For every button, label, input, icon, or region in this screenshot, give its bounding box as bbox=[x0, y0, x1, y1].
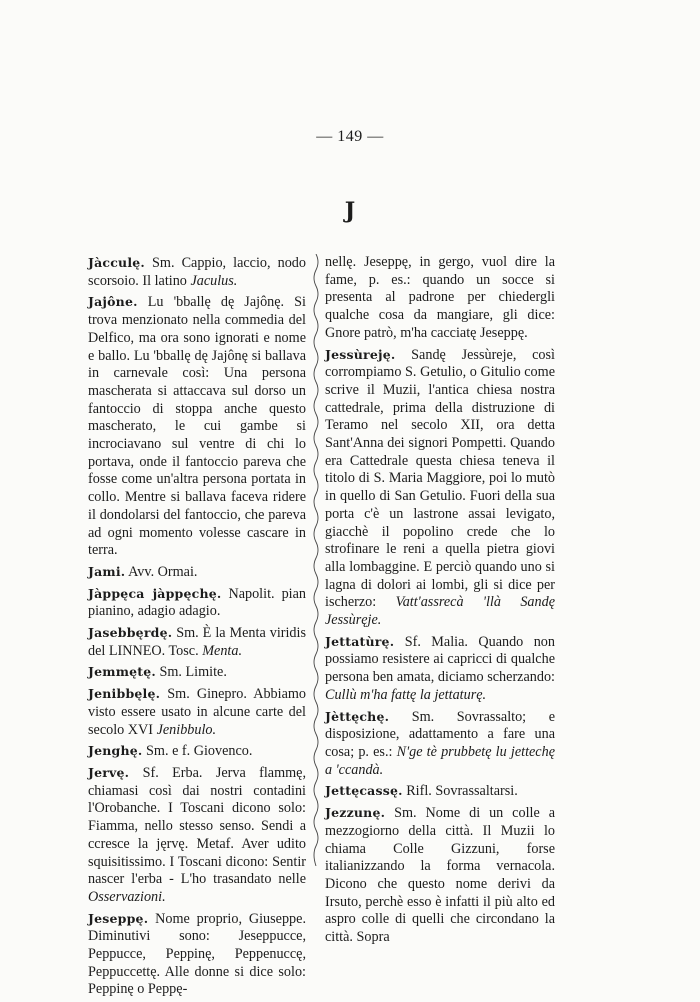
entry-italic: Cullù m'ha fattę la jettaturę. bbox=[325, 686, 487, 703]
entry-body: Sf. Malia. Quando non possiamo resistere ai capricci di qualche persona ben amata, diciamo scherzando: bbox=[325, 633, 555, 686]
section-letter: J bbox=[344, 198, 356, 224]
entry-body: Sm. È la Menta viridis del LINNEO. Tosc. bbox=[88, 625, 306, 659]
entry-headword: Jèttęchę. bbox=[325, 708, 390, 724]
entry-body: Rifl. Sovrassaltarsi. bbox=[402, 783, 518, 800]
dictionary-entry bbox=[88, 585, 306, 621]
dictionary-entry bbox=[88, 624, 306, 660]
left-column bbox=[88, 254, 306, 1002]
entry-headword: Jajône. bbox=[88, 294, 138, 310]
entry-headword: Jessùreję. bbox=[325, 346, 396, 362]
entry-body: Sm. Ginepro. Abbiamo visto essere usato in alcune carte del secolo XVI bbox=[88, 686, 306, 738]
entry-body: Sm. e f. Giovenco. bbox=[142, 743, 253, 760]
dictionary-entry bbox=[88, 764, 306, 907]
entry-italic: Menta. bbox=[202, 642, 242, 659]
entry-headword: Jettatùrę. bbox=[325, 633, 395, 649]
dictionary-entry bbox=[325, 708, 555, 780]
entry-body: nellę. Jeseppę, in gergo, vuol dire la fame, p. es.: quando un socce si presenta al padrone per chiedergli qualche cosa da mangiare, gli dice: Gnore patrò, m'ha cacciatę Jeseppę. bbox=[325, 254, 555, 341]
column-divider bbox=[311, 254, 321, 866]
entry-italic: Vatt'assrecà 'llà Sandę Jessùręje. bbox=[325, 594, 555, 629]
dictionary-entry bbox=[88, 685, 306, 739]
entry-body: Sm. Cappio, laccio, nodo scorsoio. Il latino bbox=[88, 255, 306, 289]
entry-body: Avv. Ormai. bbox=[125, 563, 198, 580]
dictionary-entry bbox=[88, 910, 306, 1000]
entry-body: Napolit. pian pianino, adagio adagio. bbox=[88, 585, 306, 620]
dictionary-entry bbox=[88, 293, 306, 560]
entry-body: Nome proprio, Giuseppe. Diminutivi sono: Jeseppucce, Peppucce, Peppinę, Peppenuccę, Peppuccettę. Alle donne si dice solo: Peppinę o Peppę- bbox=[88, 910, 306, 998]
entry-headword: Jeseppę. bbox=[88, 910, 149, 926]
dictionary-entry bbox=[88, 742, 306, 761]
entry-headword: Jàcculę. bbox=[88, 255, 145, 270]
page-number: — 149 — bbox=[316, 128, 384, 145]
dictionary-entry bbox=[325, 346, 555, 630]
entry-body: Sm. Limite. bbox=[155, 664, 227, 681]
entry-headword: Jervę. bbox=[88, 764, 130, 780]
entry-body: Sm. Nome di un colle a mezzogiorno della città. Il Muzii lo chiama Colle Gizzuni, forse italianizzando la forma vernacola. Dicono che questo nome derivi da Irsuto, perchè esso è infatti il più alto ed aspro colle di quelli che circondano la città. Sopra bbox=[325, 805, 555, 946]
entry-italic: Jaculus. bbox=[190, 272, 238, 289]
dictionary-entry bbox=[325, 633, 555, 705]
entry-body: Sf. Erba. Jerva flammę, chiamasi così dai nostri contadini l'Orobanche. I Toscani dicono solo: Fiamma, nello stesso senso. Sendi a ccresce la jęrvę. Metaf. Aver udito squisitissimo. I Toscani dicono: Sentir nascer l'erba - L'ho trasandato nelle bbox=[88, 764, 306, 888]
dictionary-entry bbox=[325, 782, 555, 801]
entry-headword: Jàppęca jàppęchę. bbox=[88, 585, 222, 601]
entry-body: Lu 'bballę dę Jajônę. Si trova menzionato nella commedia del Delfico, ma ora sono ignorati e nome e ballo. Lu 'bballę dę Jajônę si ballava in carnevale così: Una persona mascherata si attaccava sul dorso un fantoccio di stoppa anche questo mascherato, le cui gambe si incrociavano sul ventre di chi lo portava, onde il fantoccio pareva che fosse come un'altra persona portata in collo. Mentre si ballava faceva ridere il dondolarsi del fantoccio, che pareva ad ogni momento volesse cascare in terra. bbox=[88, 294, 306, 559]
entry-italic: Jenibbulo. bbox=[156, 721, 217, 738]
dictionary-entry bbox=[88, 563, 306, 582]
entry-headword: Jettęcassę. bbox=[325, 783, 403, 799]
entry-italic: Osservazioni. bbox=[88, 888, 166, 905]
entry-headword: Jasebbęrdę. bbox=[88, 625, 173, 641]
dictionary-entry bbox=[88, 254, 306, 290]
right-column bbox=[325, 254, 555, 950]
entry-headword: Jezzunę. bbox=[325, 805, 386, 821]
entry-headword: Jami. bbox=[88, 563, 126, 579]
entry-headword: Jenibbęlę. bbox=[88, 686, 161, 702]
entry-italic: N'ge tè prubbetę lu jettechę a 'ccandà. bbox=[325, 743, 555, 778]
dictionary-entry bbox=[325, 254, 555, 343]
dictionary-entry bbox=[88, 663, 306, 682]
entry-body: Sandę Jessùreje, così corrompiamo S. Getulio, o Gitulio come scrive il Muzii, l'antica chiesa nostra cattedrale, prima della distruzione di Teramo nel secolo XII, ora detta Sant'Anna dei signori Pompetti. Quando era Cattedrale questa chiesa teneva il titolo di S. Maria Maggiore, poi lo mutò in quello di San Getulio. Fuori della sua porta c'è un lastrone assai levigato, giacchè il popolino crede che lo strofinare le reni a quella pietra giovi alla lombaggine. E perciò quando uno si lagna di dolori ai lombi, gli si dice per ischerzo: bbox=[325, 346, 555, 611]
entry-headword: Jenghę. bbox=[88, 743, 143, 759]
dictionary-entry bbox=[325, 804, 555, 947]
entry-headword: Jemmętę. bbox=[88, 664, 156, 680]
entry-body: Sm. Sovrassalto; e disposizione, adattamento a fare una cosa; p. es.: bbox=[325, 708, 555, 760]
